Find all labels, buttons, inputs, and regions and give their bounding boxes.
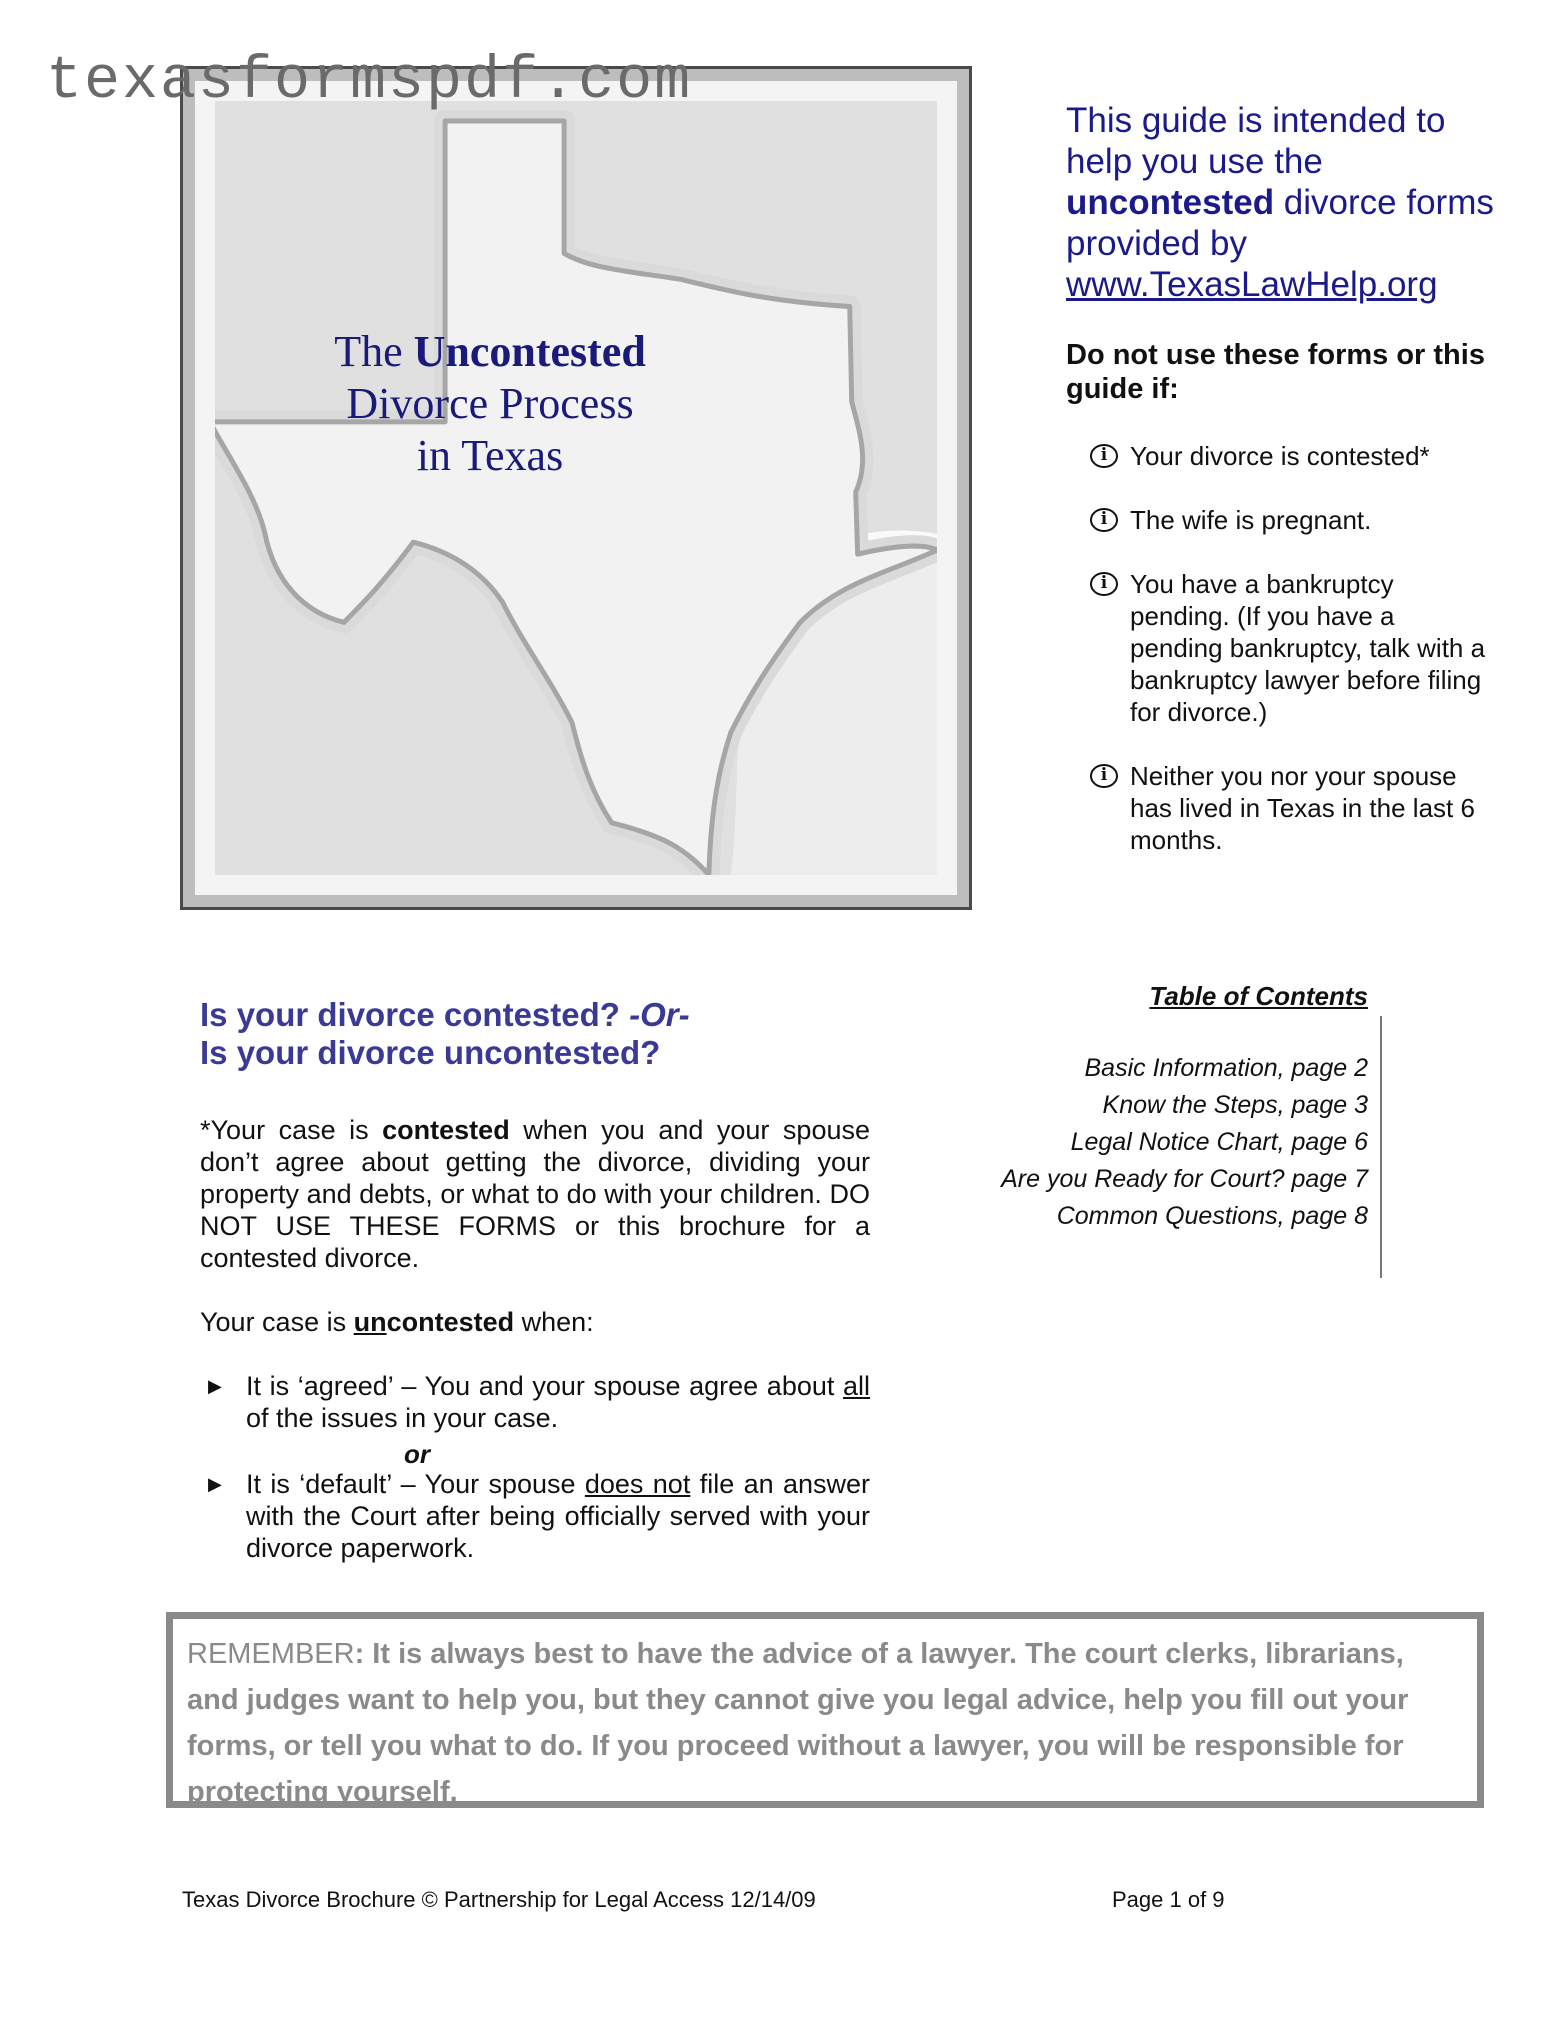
contested-pre: *Your case is (200, 1115, 383, 1145)
cover-title (300, 326, 680, 482)
agreed-bullet-text (246, 1370, 870, 1434)
warning-item (1090, 504, 1490, 536)
contested-bold: contested (382, 1115, 510, 1145)
cover-title-prefix: The (334, 327, 414, 376)
info-circle-icon: i (1090, 572, 1118, 596)
or-separator: or (404, 1439, 430, 1469)
contested-post: when you and your spouse don’t agree about getting the divorce, dividing your property and debts, or what to do with your children. DO NOT USE THESE FORMS or this brochure for a contested divorce. (200, 1115, 870, 1273)
uncontested-pre: Your case is (200, 1307, 354, 1337)
texaslawhelp-link[interactable]: www.TexasLawHelp.org (1066, 265, 1438, 304)
remember-label: REMEMBER (187, 1638, 355, 1670)
cover-title-line3: in Texas (416, 431, 564, 480)
warning-item-text: Your divorce is contested* (1130, 441, 1430, 471)
uncontested-underlined: un (353, 1307, 387, 1337)
remember-text: : It is always best to have the advice of a lawyer. The court clerks, librarians, and judges want to help you, but they cannot give you legal advice, help you fill out your forms, or tell you what to do. If you proceed without a lawyer, you will be responsible for protecting yourself. (187, 1638, 1409, 1808)
warning-item (1090, 440, 1490, 472)
default-underlined: does not (584, 1469, 691, 1499)
toc-item[interactable]: Know the Steps, page 3 (1102, 1091, 1368, 1119)
toc-item[interactable]: Common Questions, page 8 (1056, 1202, 1368, 1230)
toc-title: Table of Contents (1149, 981, 1368, 1011)
agreed-post: of the issues in your case. (246, 1403, 559, 1433)
uncontested-bold: contested (386, 1307, 515, 1337)
question-line1: Is your divorce contested? (200, 996, 630, 1033)
question-line2: Is your divorce uncontested? (200, 1034, 661, 1071)
warning-item-text: Neither you nor your spouse has lived in Texas in the last 6 months. (1130, 761, 1475, 855)
info-circle-icon: i (1090, 444, 1118, 468)
intro-text (1066, 100, 1496, 305)
agreed-pre: It is ‘agreed’ – You and your spouse agree about (246, 1371, 843, 1401)
footer-page-number: Page 1 of 9 (1112, 1887, 1225, 1912)
remember-notice-box (166, 1612, 1484, 1808)
contested-definition (200, 1114, 870, 1274)
default-bullet (208, 1468, 870, 1564)
watermark-text: texasformspdf.com (46, 48, 693, 116)
warning-item (1090, 568, 1490, 728)
toc-item[interactable]: Legal Notice Chart, page 6 (1070, 1128, 1368, 1156)
agreed-underlined: all (842, 1371, 870, 1401)
info-circle-icon: i (1090, 508, 1118, 532)
do-not-use-heading: Do not use these forms or this guide if: (1066, 339, 1485, 405)
default-pre: It is ‘default’ – Your spouse (246, 1469, 585, 1499)
toc-item[interactable]: Basic Information, page 2 (1084, 1054, 1368, 1082)
warning-item (1090, 760, 1490, 856)
warning-item-text: The wife is pregnant. (1130, 505, 1372, 535)
default-post: file an answer with the Court after being officially served with your divorce paperwork. (246, 1469, 870, 1563)
info-circle-icon: i (1090, 764, 1118, 788)
footer-copyright: Texas Divorce Brochure © Partnership for Legal Access 12/14/09 (182, 1887, 816, 1912)
triangle-bullet-icon: ▶ (208, 1376, 222, 1396)
triangle-bullet-icon: ▶ (208, 1474, 222, 1494)
texas-map-icon (215, 101, 937, 875)
intro-bold-word: uncontested (1066, 183, 1275, 222)
cover-title-line2: Divorce Process (346, 379, 634, 428)
toc-item[interactable]: Are you Ready for Court? page 7 (1001, 1165, 1368, 1193)
cover-title-bold: Uncontested (413, 327, 646, 376)
agreed-bullet (208, 1370, 870, 1434)
uncontested-lead (200, 1306, 870, 1338)
default-bullet-text (246, 1468, 870, 1564)
texas-map-graphic (215, 101, 937, 875)
contested-question-heading (200, 996, 900, 1072)
uncontested-post: when: (514, 1307, 594, 1337)
cover-illustration (180, 66, 972, 910)
toc-list (960, 1050, 1368, 1235)
intro-text-part2: divorce forms provided by (1066, 183, 1494, 263)
cover-frame (195, 81, 957, 895)
question-or: -Or- (629, 996, 690, 1033)
warning-item-text: You have a bankruptcy pending. (If you have a pending bankruptcy, talk with a bankruptcy lawyer before filing for divorce.) (1130, 569, 1486, 727)
intro-text-part1: This guide is intended to help you use the (1066, 101, 1446, 181)
toc-divider (1380, 1016, 1382, 1278)
